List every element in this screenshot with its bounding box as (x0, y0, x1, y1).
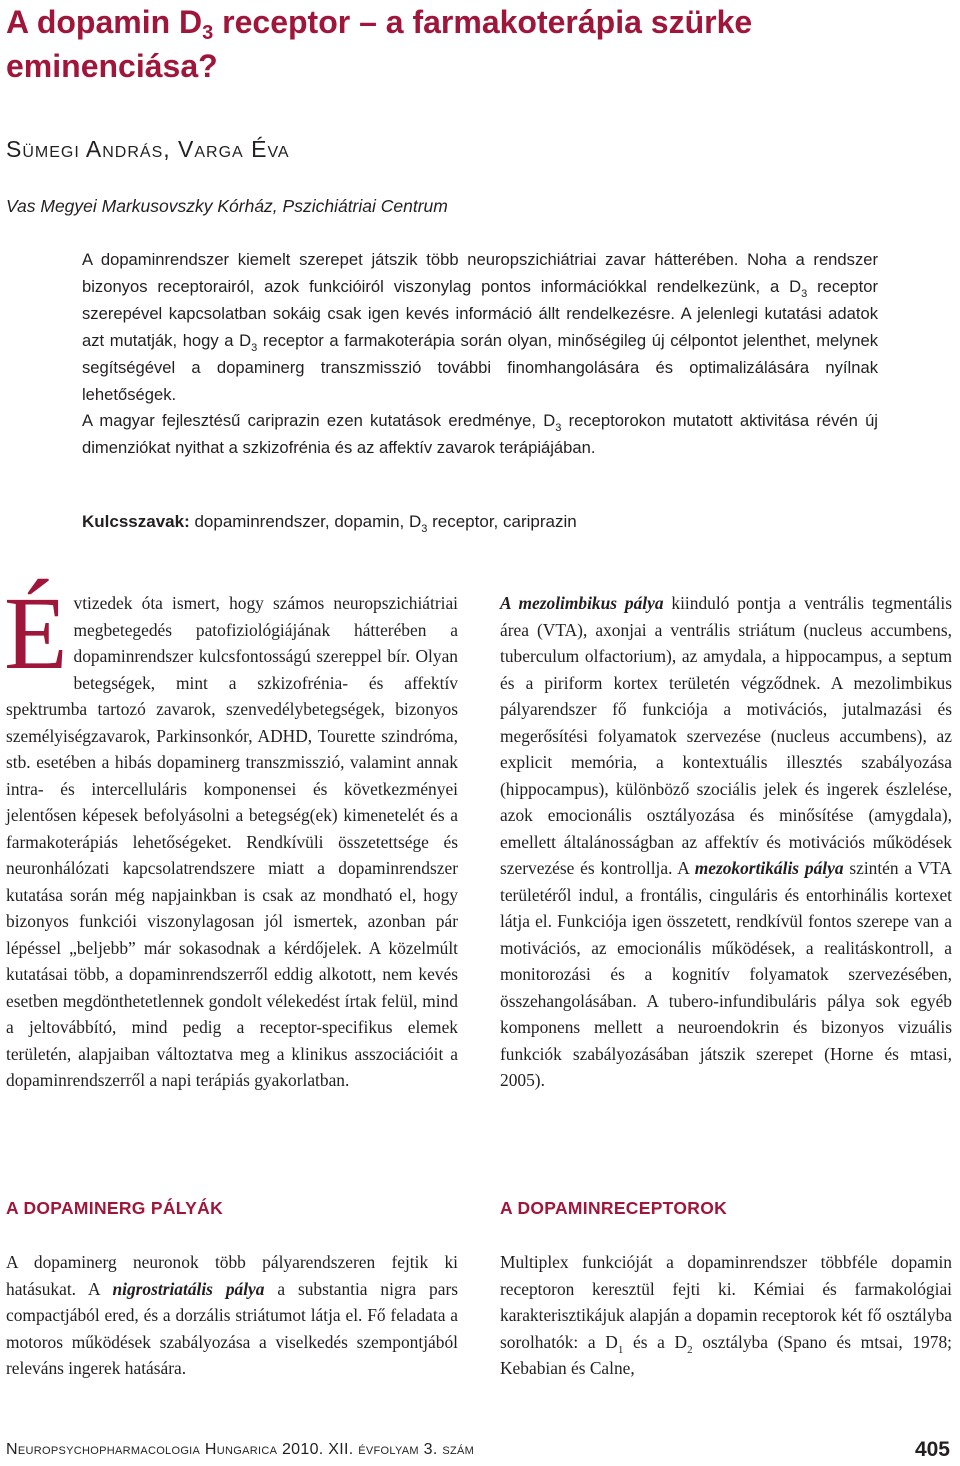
subscript: 3 (251, 341, 258, 354)
section-text: osztályba (Spano és mtsai, 1978; Kebabian és Calne, (500, 1331, 952, 1378)
title-part1: A dopamin D (6, 4, 203, 40)
affiliation: Vas Megyei Markusovszky Kórház, Pszichiátriai Centrum (6, 196, 448, 216)
section-text: Multiplex funkcióját a dopaminrendszer többféle dopamin receptoron keresztül fejti ki. Kémiai és farmakológiai karakterisztikájuk alapján a dopamin receptorok két fő osztályba sorolhatók: a D (500, 1252, 952, 1352)
intro-paragraph (4, 576, 458, 1094)
subscript: 3 (421, 523, 428, 535)
intro-text: vtizedek óta ismert, hogy számos neuropszichiátriai megbetegedés patofiziológiájának hátterében a dopaminrendszer kulcsfontosságú szereppel bír. Olyan betegségek, mint a szkizofrénia- és affektív spektrumba tartozó zavarok, szenvedélybetegségek, bizonyos személyiségzavarok, Parkinsonkór, ADHD, Tourette szindróma, stb. esetében a hibás dopaminerg transzmisszió, valamint annak intra- és intercelluláris komponensei és következményei jelentősen képesek befolyásolni a betegség(ek) kimenetelét és a farmakoterápiás lehetőségeket. Rendkívüli összetettsége és neuronhálózati kapcsolatrendszere miatt a dopaminrendszer kutatása során még napjainkban is csak az mondható el, hogy bizonyos funkciói viszonylagosan jól ismertek, azonban pár lépéssel „beljebb” már sokasodnak a kérdőjelek. A közelmúlt kutatásai több, a dopaminrendszerről eddig alkotott, nem kevés esetben megdönthetetlennek gondolt vélekedést írtak felül, mind a jeltovábbító, mind pedig a receptor-specifikus elemek területén, alapjaiban változtatva meg a klinikus asszociációit a dopaminrendszerről a napi terápiás gyakorlatban. (6, 593, 458, 1090)
pathways-text: kiinduló pontja a ventrális tegmentális área (VTA), axonjai a ventrális striátum (nucleus accumbens, tuberculum olfactorium), az amydala, a hippocampus, a septum és a piriform kortex területén végződnek. A mezolimbikus pályarendszer fő funkciója a motivációs, jutalmazási és megerősítési folyamatok szervezése (nucleus accumbens), az explicit memória, a kontextuális illesztés szabályozása (hippocampus), különböző szociális jelek és ingerek észlelése, azok emocionális osztályozása és minősítése (amygdala), emellett általánosságban az affektív és motivációs működések szervezése és kontrollja. A (500, 593, 952, 878)
section-heading-dopaminerg-palyak: A DOPAMINERG PÁLYÁK (6, 1198, 224, 1218)
abstract-text: A magyar fejlesztésű cariprazin ezen kutatások eredménye, D (82, 411, 556, 431)
abstract-text: receptor a farmakoterápia során olyan, minőségileg új célpontot jelenthet, melynek segítségével a dopaminerg transzmisszió további finomhangolására és optimalizálására nyílnak lehetőségek. (82, 330, 878, 404)
subscript: 3 (555, 422, 562, 435)
term-nigrostriatalis: nigrostriatális pálya (112, 1278, 265, 1299)
left-column (4, 576, 458, 1094)
drop-cap: É (4, 576, 68, 691)
keywords-text: dopaminrendszer, dopamin, D (189, 512, 422, 531)
section-text: a substantia nigra pars compactjából ered, és a dorzális striátumot látja el. Fő feladata a motoros működések szabályozása a viselkedés szempontjából releváns ingerek hatására. (6, 1278, 459, 1378)
title-subscript: 3 (202, 22, 214, 44)
authors: Sümegi András, Varga Éva (6, 136, 290, 162)
pathways-paragraph (500, 590, 952, 1094)
pathways-text: szintén a VTA területéről indul, a frontális, cinguláris és entorhinális kortexet látja el. Funkciója igen összetett, rendkívül fontos szerepe van a motivációs, az emocionális működések, a realitáskontroll, a monitorozási és a kognitív folyamatok szervezésében, összehangolásában. A tubero-infundibuláris pálya sok egyéb komponens mellett a neuroendokrin és bizonyos vizuális funkciók szabályozásában játszik szerepet (Horne és mtasi, 2005). (500, 858, 952, 1090)
section-text-dopaminerg-palyak (6, 1249, 458, 1382)
section-text: és a D (623, 1331, 688, 1352)
term-mezokortikalis: mezokortikális pálya (694, 858, 844, 878)
article-title (6, 0, 946, 88)
subscript: 2 (687, 1343, 693, 1356)
right-column (500, 590, 952, 1094)
abstract (82, 247, 878, 462)
term-mezolimbikus: A mezolimbikus pálya (500, 593, 664, 613)
subscript: 3 (801, 287, 808, 300)
page-number: 405 (914, 1438, 950, 1461)
subscript: 1 (617, 1343, 624, 1356)
keywords-text: receptor, cariprazin (427, 512, 577, 531)
abstract-text: A dopaminrendszer kiemelt szerepet játszik több neuropszichiátriai zavar hátterében. Noha a rendszer bizonyos receptorairól, azok funkcióiról viszonylag pontos információkkal rendelkezünk, a D (82, 250, 878, 296)
abstract-para-2 (82, 408, 878, 462)
section-text-dopaminreceptorok (500, 1249, 952, 1382)
title-part2: receptor – a farmakoterápia szürke eminenciása? (6, 4, 753, 84)
abstract-para-1 (82, 247, 878, 408)
abstract-text: receptorokon mutatott aktivitása révén új dimenziókat nyithat a szkizofrénia és az affektív zavarok terápiájában. (82, 411, 878, 458)
abstract-text: receptor szerepével kapcsolatban sokáig csak igen kevés információ állt rendelkezésre. A jelenlegi kutatási adatok azt mutatják, hogy a D (82, 276, 878, 350)
keywords-label: Kulcsszavak: (82, 512, 190, 531)
footer-journal: Neuropsychopharmacologia Hungarica 2010. XII. évfolyam 3. szám (6, 1441, 475, 1458)
section-heading-dopaminreceptorok: A DOPAMINRECEPTOROK (500, 1198, 728, 1218)
section-text: A dopaminerg neuronok több pályarendszeren fejtik ki hatásukat. A (6, 1252, 458, 1299)
keywords (82, 512, 577, 535)
